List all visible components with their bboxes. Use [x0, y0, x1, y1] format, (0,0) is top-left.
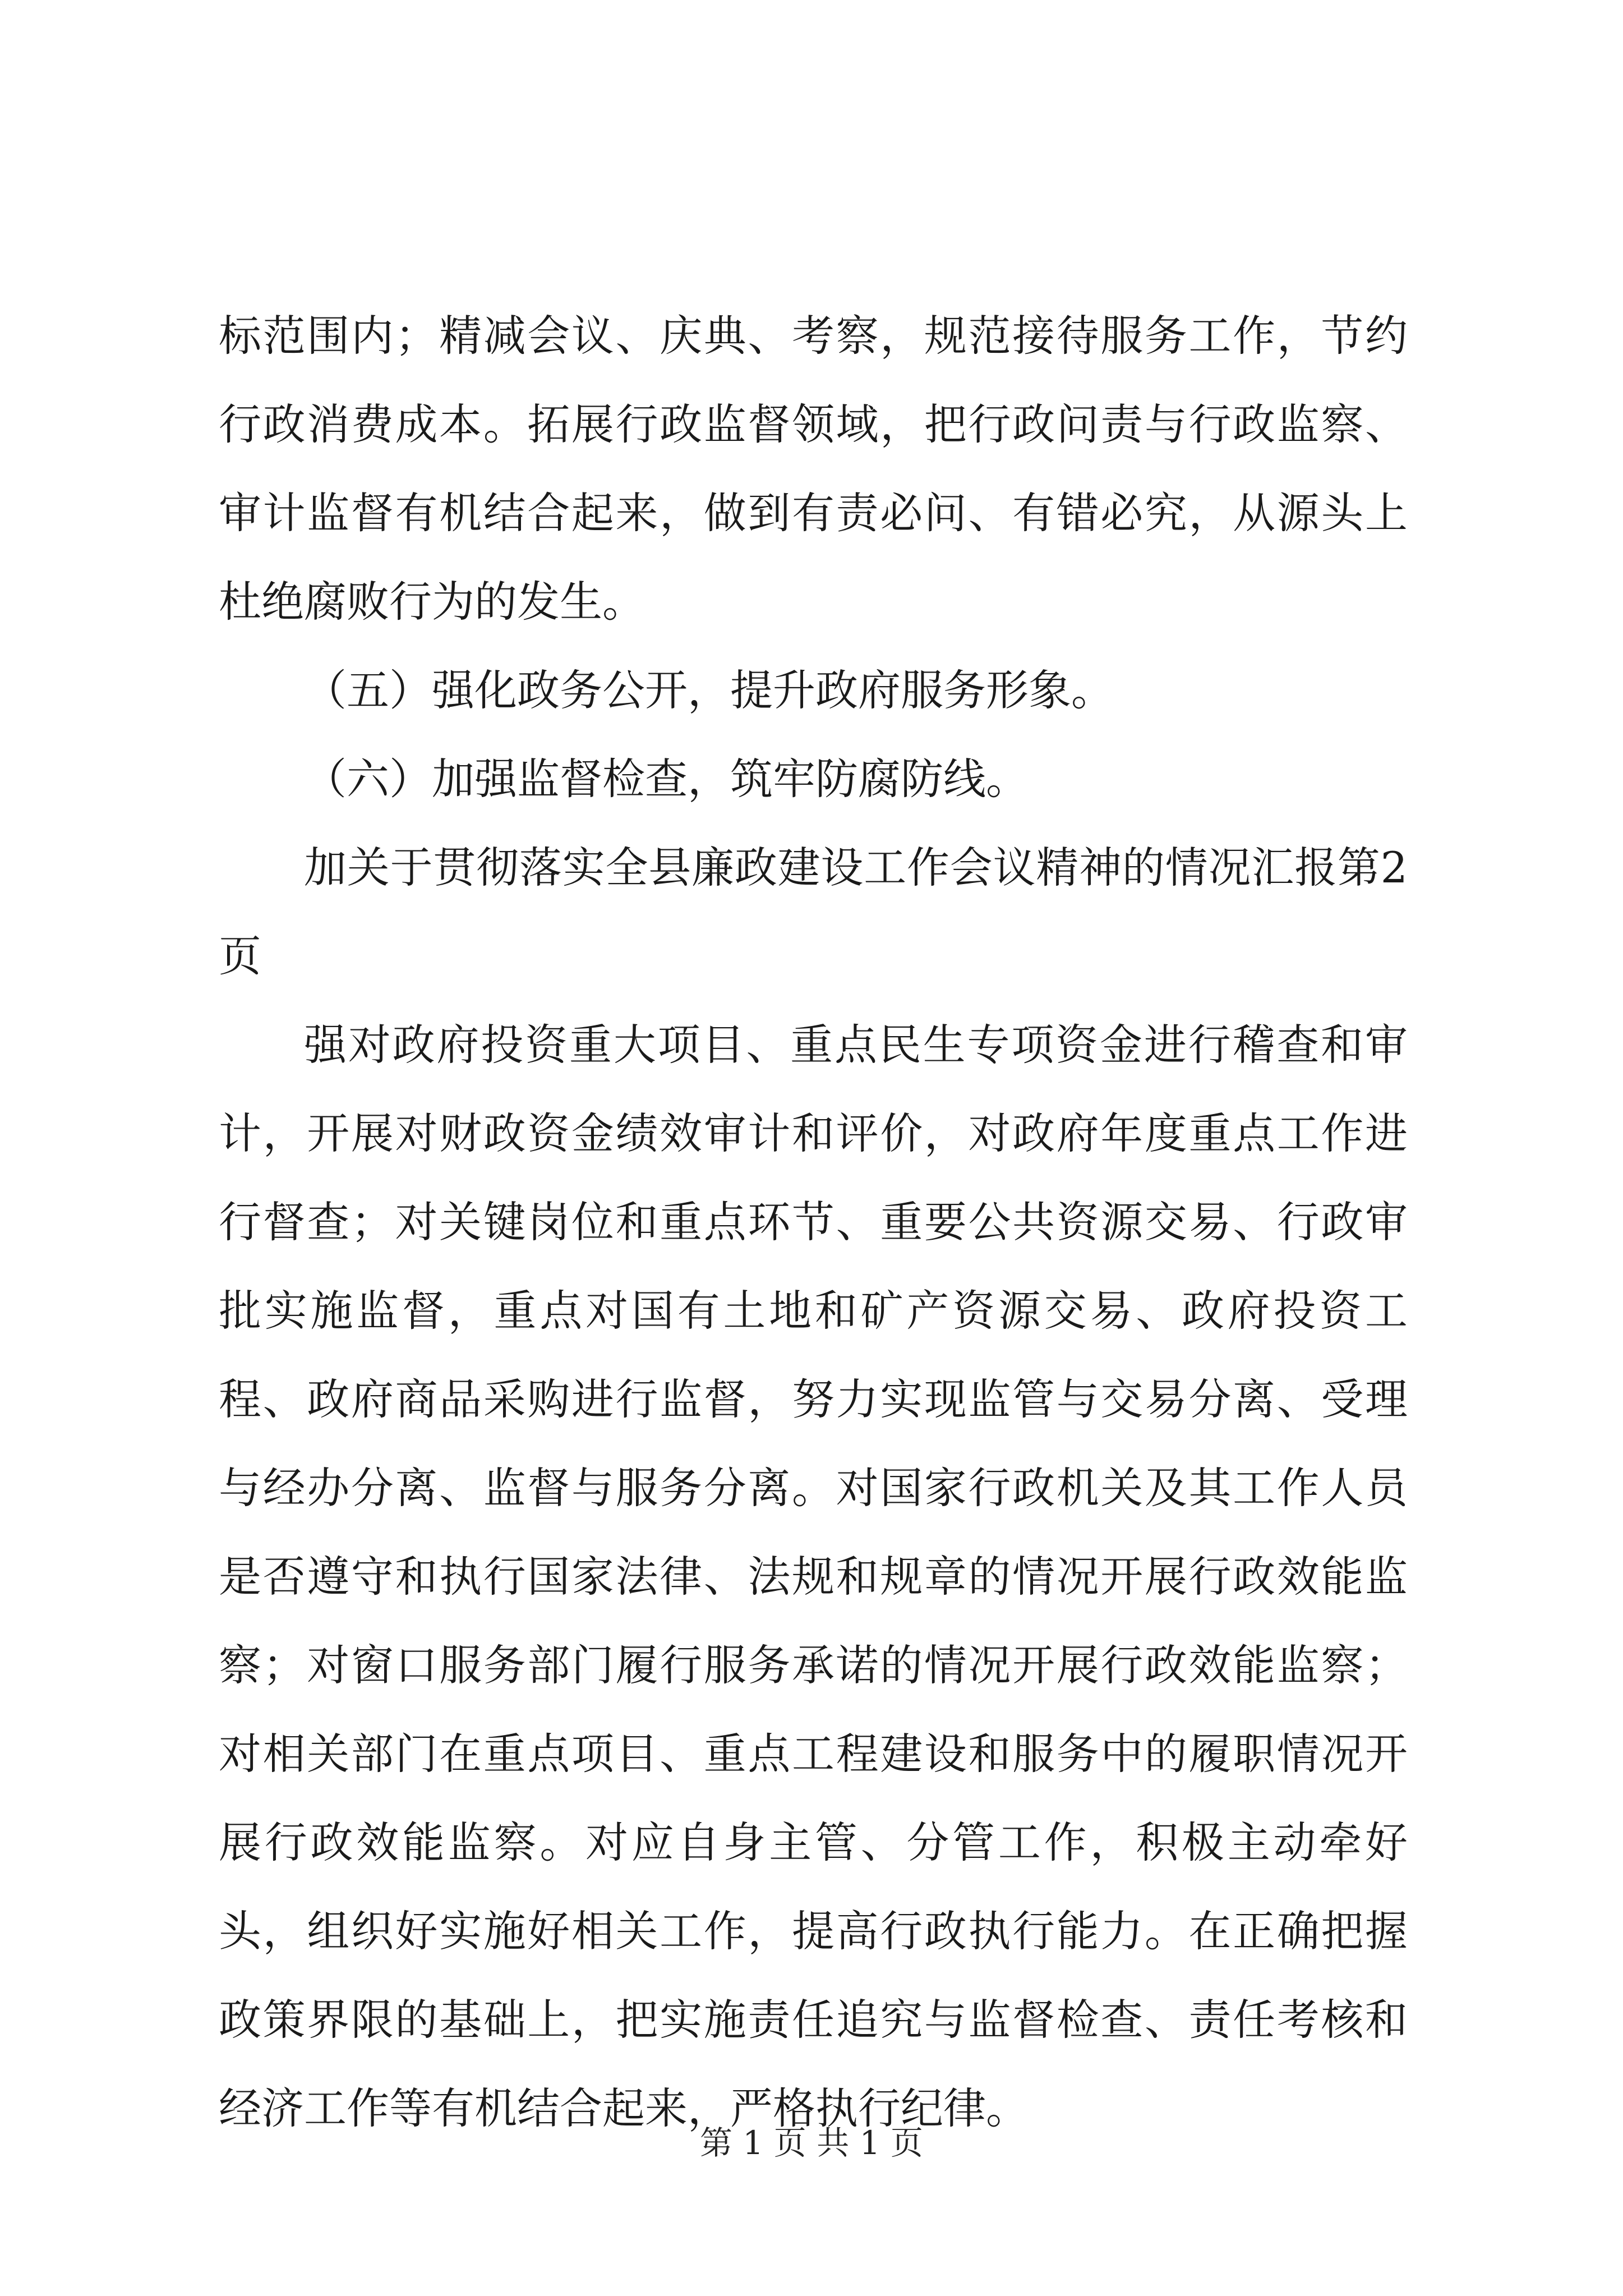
paragraph-page-header: 加关于贯彻落实全县廉政建设工作会议精神的情况汇报第2页	[219, 843, 1408, 981]
paragraph-section-six: （六）加强监督检查，筑牢防腐防线。	[304, 754, 1029, 804]
paragraph-supervision: 强对政府投资重大项目、重点民生专项资金进行稽查和审计，开展对财政资金绩效审计和评价，对政府年度重点工作进行督查；对关键岗位和重点环节、重要公共资源交易、行政审批实施监督，重点对国有土地和矿产资源交易、政府投资工程、政府商品采购进行监督，努力实现监管与交易分离、受理与经办分离、监督与服务分离。对国家行政机关及其工作人员是否遵守和执行国家法律、法规和规章的情况开展行政效能监察；对窗口服务部门履行服务承诺的情况开展行政效能监察；对相关部门在重点项目、重点工程建设和服务中的履职情况开展行政效能监察。对应自身主管、分管工作，积极主动牵好头，组织好实施好相关工作，提高行政执行能力。在正确把握政策界限的基础上，把实施责任追究与监督检查、责任考核和经济工作等有机结合起来，严格执行纪律。	[219, 1020, 1408, 2133]
paragraph-section-five: （五）强化政务公开，提升政府服务形象。	[304, 665, 1114, 715]
paragraph-continuation: 标范围内；精减会议、庆典、考察，规范接待服务工作，节约行政消费成本。拓展行政监督领域，把行政问责与行政监察、审计监督有机结合起来，做到有责必问、有错必究，从源头上杜绝腐败行为的发生。	[219, 311, 1408, 627]
document-body	[219, 292, 1408, 2153]
page-footer: 第 1 页 共 1 页	[700, 2124, 923, 2162]
